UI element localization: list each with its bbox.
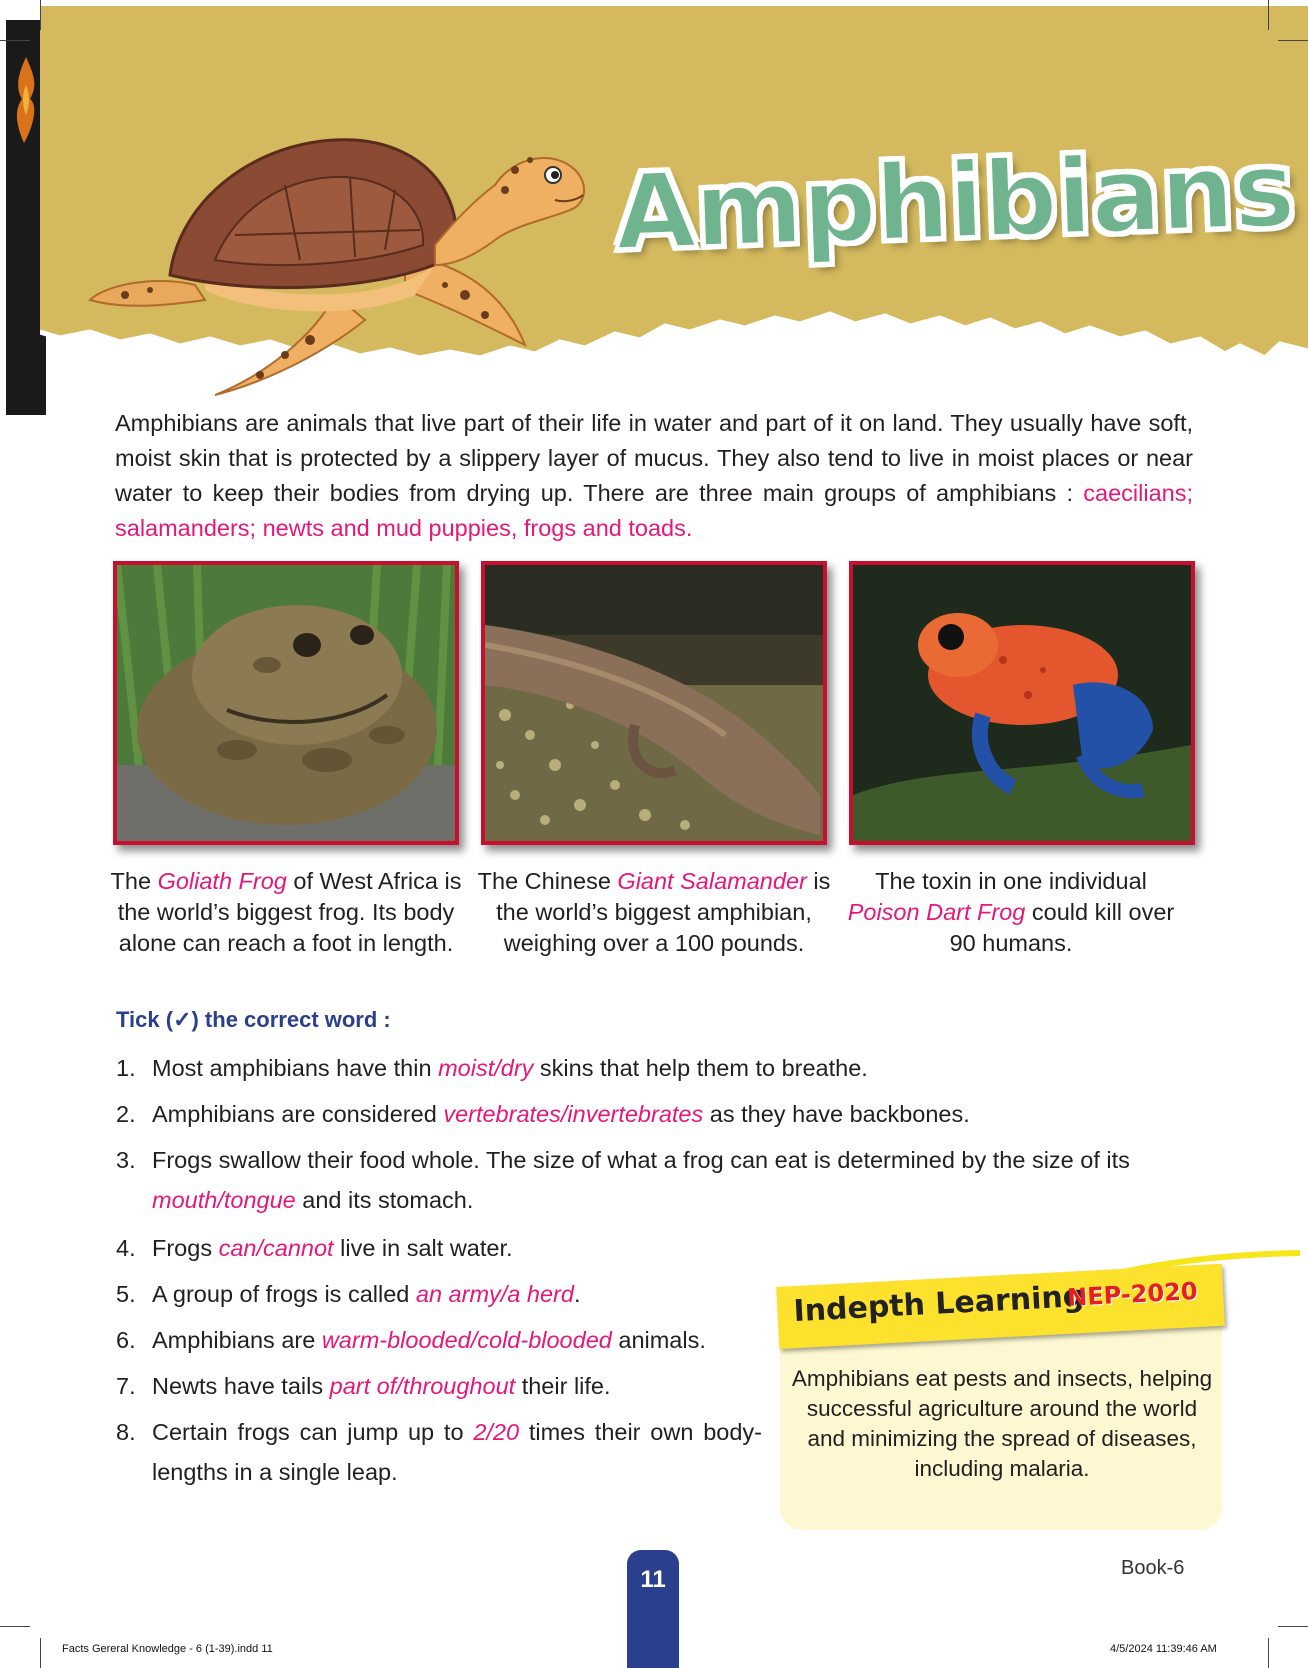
book-label: Book-6 [1121, 1557, 1185, 1579]
question-text: . [573, 1281, 581, 1307]
amphibian-groups: caecilians; salamanders; newts and mud puppies, frogs and toads. [115, 480, 1193, 541]
question-2 [116, 1094, 1196, 1134]
exercise-heading: Tick (✓) the correct word : [116, 1007, 391, 1032]
question-text: as they have backbones. [703, 1101, 970, 1127]
question-text: their life. [515, 1373, 611, 1399]
caption-highlight: Giant Salamander [617, 868, 807, 894]
caption-text: is the world’s biggest amphibian, weighing over a 100 pounds. [496, 868, 831, 956]
flame-icon [12, 55, 40, 145]
question-text: Amphibians are considered [152, 1101, 444, 1127]
question-8 [116, 1412, 762, 1492]
question-7 [116, 1366, 766, 1406]
giant-salamander-caption [468, 866, 840, 959]
question-text: Newts have tails [152, 1373, 330, 1399]
question-text: Amphibians are [152, 1327, 322, 1353]
answer-options[interactable]: an army/a herd [415, 1281, 574, 1307]
question-number: 7. [116, 1373, 136, 1399]
crop-mark [1278, 1626, 1308, 1627]
caption-text: The toxin in one individual [875, 868, 1147, 894]
indepth-text: Amphibians eat pests and insects, helping successful agriculture around the world and minimizing the spread of diseases, including malaria. [791, 1366, 1213, 1481]
question-number: 2. [116, 1101, 136, 1127]
crop-mark [1278, 40, 1308, 41]
crop-mark [0, 40, 30, 41]
answer-options[interactable]: 2/20 [473, 1419, 520, 1445]
answer-options[interactable]: can/cannot [218, 1235, 334, 1261]
crop-mark [40, 0, 41, 30]
answer-options[interactable]: mouth/tongue [152, 1187, 296, 1213]
indepth-label: Indepth Learning [792, 1278, 1086, 1330]
answer-options[interactable]: warm-blooded/cold-blooded [321, 1327, 612, 1353]
question-text: Certain frogs can jump up to [152, 1419, 474, 1445]
question-4 [116, 1228, 836, 1268]
page-number: 11 [640, 1566, 666, 1593]
goliath-frog-photo [113, 561, 459, 845]
question-number: 8. [116, 1419, 136, 1445]
caption-text: could kill over 90 humans. [949, 899, 1175, 956]
page-title: Amphibians [613, 128, 1297, 274]
crop-mark [1268, 1638, 1269, 1668]
print-slug-date: 4/5/2024 11:39:46 AM [1110, 1643, 1217, 1655]
question-number: 3. [116, 1147, 136, 1173]
goliath-frog-caption [100, 866, 472, 959]
question-3 [116, 1140, 1198, 1220]
answer-options[interactable]: part of/throughout [329, 1373, 516, 1399]
print-slug-file: Facts Gereral Knowledge - 6 (1-39).indd 11 [62, 1643, 273, 1655]
question-text: Most amphibians have thin [152, 1055, 439, 1081]
intro-paragraph [115, 406, 1193, 546]
question-text: times their own body-lengths in a single leap. [152, 1419, 762, 1485]
crop-mark [40, 1638, 41, 1668]
question-text: live in salt water. [333, 1235, 513, 1261]
answer-options[interactable]: moist/dry [438, 1055, 534, 1081]
question-1 [116, 1048, 1196, 1088]
caption-text: The [110, 868, 158, 894]
question-number: 5. [116, 1281, 136, 1307]
crop-mark [1268, 0, 1269, 30]
question-text: Frogs swallow their food whole. The size of what a frog can eat is determined by the size of its [152, 1147, 1130, 1173]
crop-mark [0, 1626, 30, 1627]
caption-highlight: Poison Dart Frog [847, 899, 1026, 925]
question-number: 1. [116, 1055, 136, 1081]
poison-dart-frog-caption [836, 866, 1186, 959]
question-text: and its stomach. [295, 1187, 474, 1213]
question-number: 6. [116, 1327, 136, 1353]
caption-highlight: Goliath Frog [157, 868, 287, 894]
caption-text: The Chinese [477, 868, 618, 894]
question-text: animals. [611, 1327, 706, 1353]
question-text: skins that help them to breathe. [533, 1055, 868, 1081]
turtle-illustration [85, 125, 625, 405]
question-5 [116, 1274, 766, 1314]
question-6 [116, 1320, 766, 1360]
giant-salamander-photo [481, 561, 827, 845]
question-text: A group of frogs is called [152, 1281, 416, 1307]
answer-options[interactable]: vertebrates/invertebrates [443, 1101, 704, 1127]
poison-dart-frog-photo [849, 561, 1195, 845]
intro-text: Amphibians are animals that live part of their life in water and part of it on land. They usually have soft, moist skin that is protected by a slippery layer of mucus. They also tend to live in moist places or near water to keep their bodies from drying up. There are three main groups of amphibians : [115, 410, 1193, 506]
caption-text: of West Africa is the world’s biggest frog. Its body alone can reach a foot in length. [117, 868, 462, 956]
question-text: Frogs [152, 1235, 219, 1261]
nep-tag: NEP-2020 [1066, 1277, 1199, 1312]
question-number: 4. [116, 1235, 136, 1261]
